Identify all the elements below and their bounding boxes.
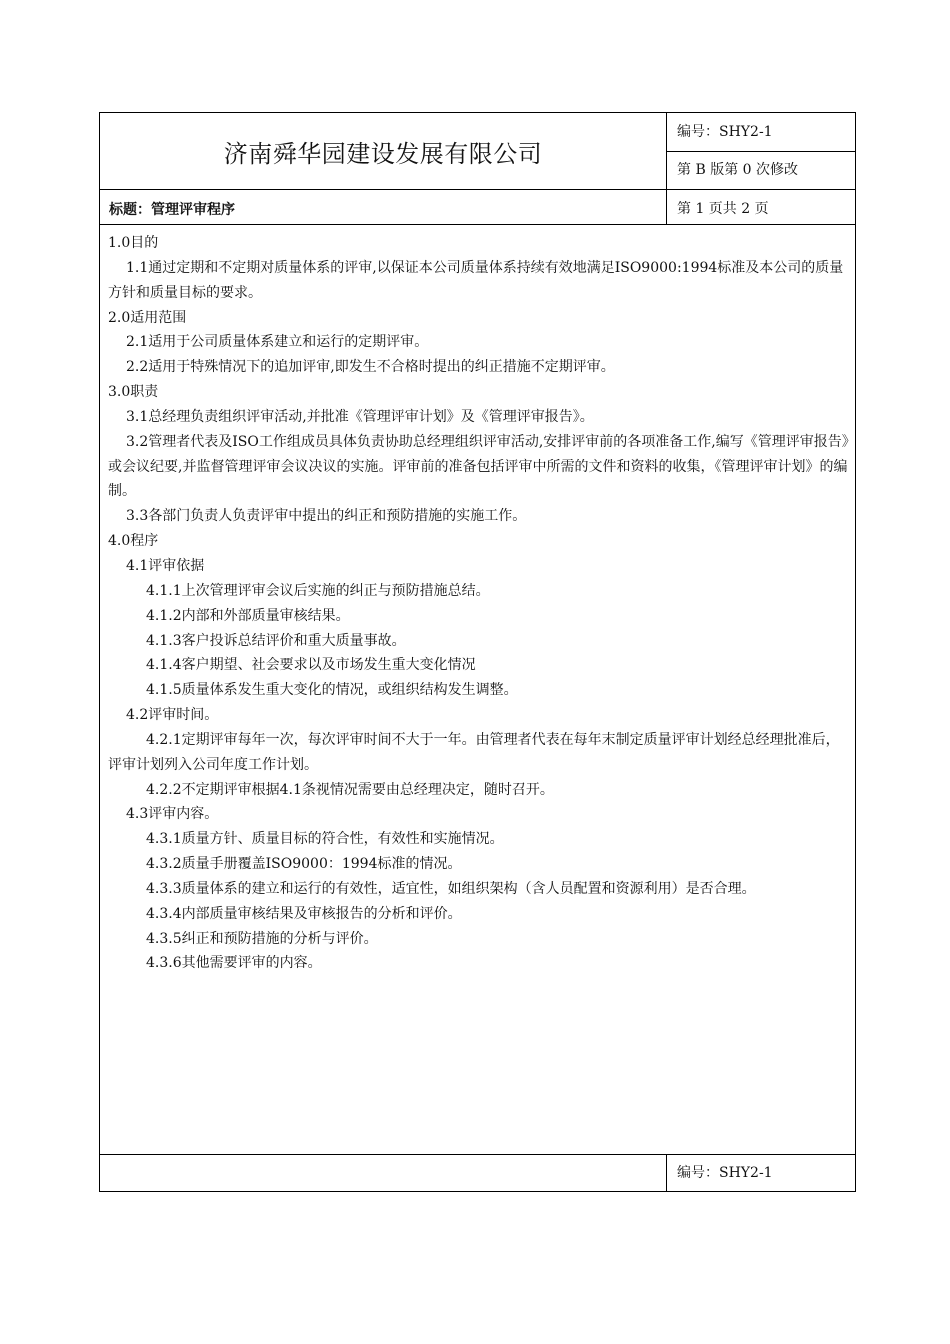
paragraph: 3.3各部门负责人负责评审中提出的纠正和预防措施的实施工作。	[126, 508, 527, 525]
paragraph: 3.2管理者代表及ISO工作组成员具体负责协助总经理组织评审活动,安排评审前的各项准备工作,编写《管理评审报告》或会议纪要,并监督管理评审会议决议的实施。评审前的准备包括评审中所需的文件和资料的收集，《管理评审计划》的编制。	[108, 433, 849, 500]
subsection-heading: 4.2评审时间。	[126, 707, 219, 724]
paragraph: 4.3.1质量方针、质量目标的符合性，有效性和实施情况。	[146, 831, 504, 848]
paragraph: 3.1总经理负责组织评审活动,并批准《管理评审计划》及《管理评审报告》。	[126, 408, 594, 425]
paragraph: 4.3.4内部质量审核结果及审核报告的分析和评价。	[146, 905, 462, 922]
paragraph: 4.2.2不定期评审根据4.1条视情况需要由总经理决定，随时召开。	[146, 781, 554, 798]
subsection-heading: 4.1评审依据	[126, 557, 205, 574]
header-divider-right	[666, 151, 856, 152]
section-heading: 4.0程序	[108, 533, 159, 550]
header-divider-vertical	[666, 113, 667, 224]
page-info: 第 1 页共 2 页	[677, 201, 769, 217]
subsection-heading: 4.3评审内容。	[126, 806, 219, 823]
paragraph: 4.1.1上次管理评审会议后实施的纠正与预防措施总结。	[146, 582, 490, 599]
document-body	[108, 231, 850, 976]
paragraph: 1.1通过定期和不定期对质量体系的评审,以保证本公司质量体系持续有效地满足ISO9000:1994标准及本公司的质量方针和质量目标的要求。	[108, 259, 844, 301]
paragraph: 4.2.1定期评审每年一次，每次评审时间不大于一年。由管理者代表在每年末制定质量评审计划经总经理批准后，评审计划列入公司年度工作计划。	[108, 731, 840, 773]
paragraph: 4.3.3质量体系的建立和运行的有效性，适宜性，如组织架构（含人员配置和资源利用）是否合理。	[146, 880, 756, 897]
footer-divider-vertical	[666, 1154, 667, 1192]
section-heading: 3.0职责	[108, 384, 159, 401]
paragraph: 2.1适用于公司质量体系建立和运行的定期评审。	[126, 334, 429, 351]
doc-number: 编号：SHY2-1	[677, 124, 773, 140]
footer-divider	[100, 1154, 856, 1155]
paragraph: 2.2适用于特殊情况下的追加评审,即发生不合格时提出的纠正措施不定期评审。	[126, 359, 615, 376]
paragraph: 4.3.2质量手册覆盖ISO9000：1994标准的情况。	[146, 856, 462, 873]
paragraph: 4.3.6其他需要评审的内容。	[146, 955, 322, 972]
paragraph: 4.1.5质量体系发生重大变化的情况，或组织结构发生调整。	[146, 682, 518, 699]
document-frame	[99, 112, 856, 1192]
header-divider-bottom	[100, 224, 856, 225]
revision-info: 第 B 版第 0 次修改	[677, 162, 798, 178]
paragraph: 4.1.2内部和外部质量审核结果。	[146, 607, 350, 624]
document-title: 标题：管理评审程序	[109, 202, 235, 218]
paragraph: 4.3.5纠正和预防措施的分析与评价。	[146, 930, 378, 947]
company-name: 济南舜华园建设发展有限公司	[223, 140, 543, 168]
section-heading: 2.0适用范围	[108, 309, 187, 326]
paragraph: 4.1.4客户期望、社会要求以及市场发生重大变化情况	[146, 657, 476, 674]
section-heading: 1.0目的	[108, 235, 159, 251]
paragraph: 4.1.3客户投诉总结评价和重大质量事故。	[146, 632, 406, 649]
footer-doc-number: 编号：SHY2-1	[677, 1165, 773, 1181]
